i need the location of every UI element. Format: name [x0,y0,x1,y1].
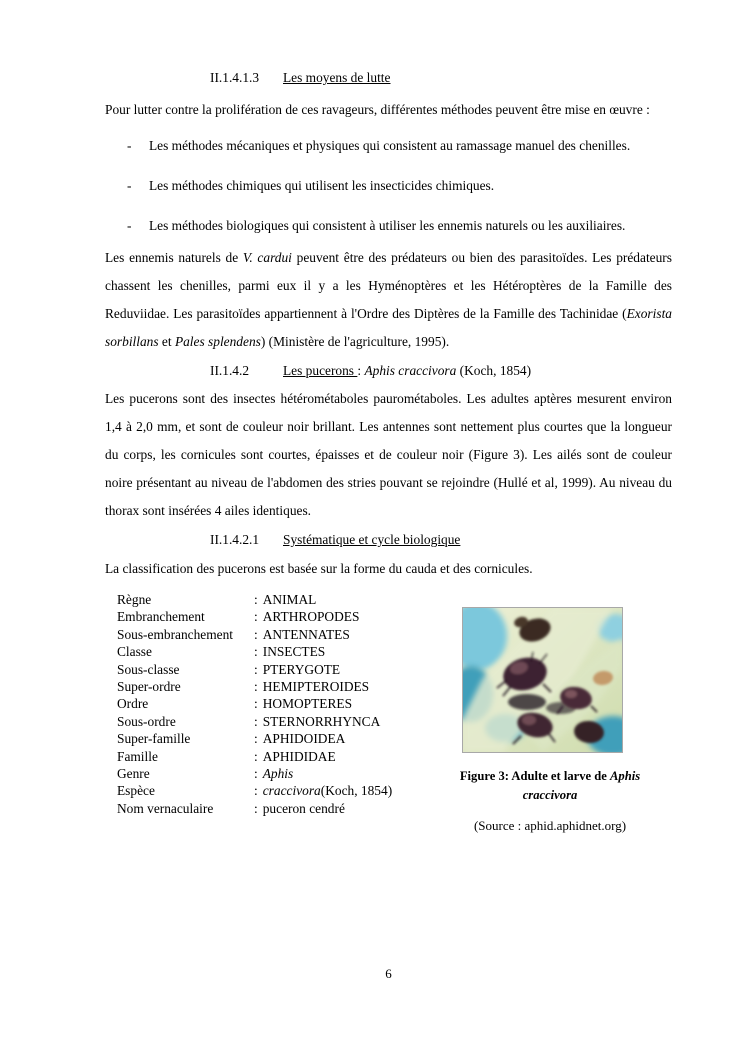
bullet-marker: - [127,138,132,153]
species-name: V. cardui [242,250,292,265]
paragraph-classification-intro: La classification des pucerons est basée sur la forme du cauda et des cornicules. [105,561,533,576]
classification-row: Nom vernaculaire : puceron cendré [117,800,345,816]
rank-value: ANTENNATES [262,626,350,642]
heading-number: II.1.4.2.1 [210,532,260,547]
classification-and-figure [105,591,672,834]
heading-number: II.1.4.2 [210,363,250,378]
rank-label: Super-ordre [117,679,181,695]
heading-pucerons: II.1.4.2 Les pucerons : Aphis craccivora (Koch, 1854) [210,363,532,378]
classification-row: Sous-ordre : STERNORRHYNCA [117,713,381,729]
page-number: 6 [385,966,392,981]
classification-row: Famille : APHIDIDAE [117,748,336,764]
rank-label: Sous-classe [117,661,180,677]
classification-row: Sous-classe : PTERYGOTE [117,661,341,677]
classification-row: Ordre : HOMOPTERES [117,696,353,712]
rank-value: ARTHROPODES [262,609,360,625]
rank-label: Famille [117,748,158,764]
classification-row: Classe : INSECTES [117,644,326,660]
rank-label: Sous-ordre [117,713,176,729]
heading-moyens-de-lutte [210,69,672,87]
rank-label: Super-famille [117,731,191,747]
rank-value: HOMOPTERES [262,696,353,712]
figure-block [450,591,672,834]
paragraph-intro-lutte: Pour lutter contre la prolifération de ces ravageurs, différentes méthodes peuvent être mise en œuvre : [105,102,650,117]
rank-label: Ordre [117,696,149,712]
list-item [127,132,672,160]
rank-value: PTERYGOTE [262,661,341,677]
heading-number: II.1.4.1.3 [210,70,260,85]
rank-value: ANIMAL [262,592,317,607]
bullet-marker: - [127,178,132,193]
figure-source: (Source : aphid.aphidnet.org) [473,818,627,833]
species-name: craccivora [522,788,578,802]
rank-value: APHIDOIDEA [262,731,346,747]
rank-value: HEMIPTEROIDES [262,679,370,695]
classification-row: Embranchement : ARTHROPODES [117,609,360,625]
species-name: Exorista sorbillans [105,306,672,349]
aphids-photo [462,607,623,753]
rank-value: Aphis [262,766,294,782]
heading-systematique [210,531,672,549]
classification-table [117,591,450,834]
bullet-text: Les méthodes chimiques qui utilisent les insecticides chimiques. [149,178,495,193]
bullet-list [105,132,672,240]
classification-row: Genre : Aphis [117,766,294,782]
heading-title: Les moyens de lutte [283,70,391,85]
bullet-text: Les méthodes mécaniques et physiques qui consistent au ramassage manuel des chenilles. [149,138,631,153]
rank-label: Embranchement [117,609,205,625]
rank-label: Classe [117,644,152,660]
rank-value: STERNORRHYNCA [262,713,381,729]
rank-label: Sous-embranchement [117,626,234,642]
rank-value: puceron cendré [262,800,345,816]
rank-label: Nom vernaculaire [117,800,214,816]
classification-row: Super-famille : APHIDOIDEA [117,731,346,747]
species-name: Pales splendens [174,334,261,349]
paragraph-ennemis-naturels: Les ennemis naturels de V. cardui peuvent être des prédateurs ou bien des parasitoïdes. Les prédateurs chassent les chenilles, parmi eux il y a les Hyménoptères et les Hétéroptères de la Famille des Reduviidae. Les parasitoïdes appartiennent à l'Ordre des Diptères de la Famille des Tachinidae (Exorista sorbillans et Pales splendens) (Ministère de l'agriculture, 1995). [105,250,672,349]
rank-value: craccivora [262,783,321,799]
rank-value: INSECTES [262,644,326,660]
list-item [127,172,672,200]
classification-row: Super-ordre : HEMIPTEROIDES [117,679,370,695]
heading-title: Les pucerons [283,363,358,378]
species-name: Aphis craccivora [364,363,457,378]
rank-label: Règne [117,592,152,607]
bullet-marker: - [127,218,132,233]
classification-row: Règne : ANIMAL [117,592,317,607]
bullet-text: Les méthodes biologiques qui consistent à utiliser les ennemis naturels ou les auxiliaires. [149,218,626,233]
classification-row: Sous-embranchement : ANTENNATES [117,626,350,642]
list-item [127,212,672,240]
rank-label: Genre [117,766,150,782]
heading-title: Systématique et cycle biologique [283,532,461,547]
classification-row: Espèce : craccivora (Koch, 1854) [117,783,393,799]
rank-label: Espèce [117,783,155,799]
rank-value: APHIDIDAE [262,748,336,764]
species-name: Aphis [610,769,641,783]
figure-caption: Figure 3: Adulte et larve de Aphis craccivora [459,769,641,802]
paragraph-pucerons: Les pucerons sont des insectes hétérométaboles paurométaboles. Les adultes aptères mesurent environ 1,4 à 2,0 mm, et sont de couleur noir brillant. Les antennes sont nettement plus courtes que la longueur du corps, les cornicules sont courtes, épaisses et de couleur noir (Figure 3). Les ailés sont de couleur noire présentant au niveau de l'abdomen des stries pouvant se rejoindre (Hullé et al, 1999). Au niveau du thorax sont insérées 4 ailes identiques. [105,391,672,518]
